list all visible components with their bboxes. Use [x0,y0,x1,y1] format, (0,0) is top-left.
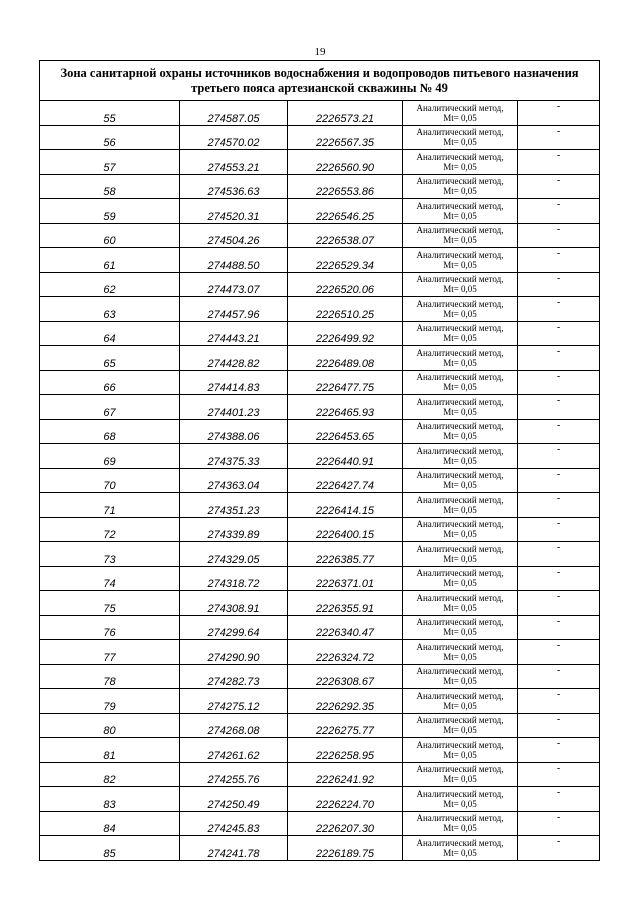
point-number: 81 [40,738,180,763]
method-label: Аналитический метод, [416,176,504,187]
note-cell: - [518,762,600,787]
note-cell: - [518,542,600,567]
note-cell: - [518,566,600,591]
y-coordinate: 2226510.25 [288,297,403,322]
x-coordinate: 274570.02 [180,125,288,150]
point-number: 73 [40,542,180,567]
y-coordinate: 2226499.92 [288,321,403,346]
x-coordinate: 274255.76 [180,762,288,787]
method-label: Аналитический метод, [416,764,504,775]
x-coordinate: 274275.12 [180,689,288,714]
method-cell [403,542,518,567]
y-coordinate: 2226427.74 [288,468,403,493]
heading-line-2: третьего пояса артезианской скважины № 49 [191,80,448,95]
y-coordinate: 2226553.86 [288,174,403,199]
point-number: 82 [40,762,180,787]
x-coordinate: 274308.91 [180,591,288,616]
table-row [40,836,600,861]
point-number: 83 [40,787,180,812]
method-label: Аналитический метод, [416,274,504,285]
y-coordinate: 2226189.75 [288,836,403,861]
point-number: 76 [40,615,180,640]
note-cell: - [518,150,600,175]
method-label: Аналитический метод, [416,690,504,701]
accuracy-label: Mt= 0,05 [443,357,477,368]
x-coordinate: 274457.96 [180,297,288,322]
accuracy-label: Mt= 0,05 [443,382,477,393]
table-row [40,615,600,640]
table-heading [40,61,600,101]
method-cell [403,248,518,273]
y-coordinate: 2226258.95 [288,738,403,763]
accuracy-label: Mt= 0,05 [443,480,477,491]
point-number: 65 [40,346,180,371]
y-coordinate: 2226440.91 [288,444,403,469]
method-label: Аналитический метод, [416,837,504,848]
method-cell [403,787,518,812]
method-label: Аналитический метод, [416,323,504,334]
x-coordinate: 274428.82 [180,346,288,371]
method-cell [403,174,518,199]
method-label: Аналитический метод, [416,641,504,652]
note-cell: - [518,811,600,836]
note-cell: - [518,517,600,542]
point-number: 57 [40,150,180,175]
x-coordinate: 274536.63 [180,174,288,199]
table-row [40,174,600,199]
note-cell: - [518,297,600,322]
note-cell: - [518,370,600,395]
coordinates-table [39,60,600,861]
accuracy-label: Mt= 0,05 [443,112,477,123]
point-number: 69 [40,444,180,469]
x-coordinate: 274329.05 [180,542,288,567]
x-coordinate: 274299.64 [180,615,288,640]
table-row [40,199,600,224]
note-cell: - [518,101,600,126]
method-label: Аналитический метод, [416,102,504,113]
method-cell [403,150,518,175]
table-row [40,517,600,542]
point-number: 74 [40,566,180,591]
method-cell [403,125,518,150]
x-coordinate: 274339.89 [180,517,288,542]
x-coordinate: 274488.50 [180,248,288,273]
table-row [40,689,600,714]
note-cell: - [518,395,600,420]
note-cell: - [518,468,600,493]
note-cell: - [518,419,600,444]
note-cell: - [518,174,600,199]
method-label: Аналитический метод, [416,396,504,407]
y-coordinate: 2226241.92 [288,762,403,787]
table-row [40,493,600,518]
method-label: Аналитический метод, [416,715,504,726]
y-coordinate: 2226308.67 [288,664,403,689]
note-cell: - [518,713,600,738]
point-number: 79 [40,689,180,714]
accuracy-label: Mt= 0,05 [443,308,477,319]
y-coordinate: 2226560.90 [288,150,403,175]
y-coordinate: 2226489.08 [288,346,403,371]
note-cell: - [518,787,600,812]
point-number: 59 [40,199,180,224]
point-number: 71 [40,493,180,518]
note-cell: - [518,689,600,714]
table-row [40,591,600,616]
accuracy-label: Mt= 0,05 [443,749,477,760]
x-coordinate: 274504.26 [180,223,288,248]
point-number: 77 [40,640,180,665]
method-cell [403,272,518,297]
accuracy-label: Mt= 0,05 [443,823,477,834]
method-label: Аналитический метод, [416,127,504,138]
method-label: Аналитический метод, [416,617,504,628]
x-coordinate: 274520.31 [180,199,288,224]
table-row [40,640,600,665]
table-row [40,101,600,126]
page-number: 19 [314,46,326,58]
x-coordinate: 274363.04 [180,468,288,493]
table-row [40,248,600,273]
y-coordinate: 2226385.77 [288,542,403,567]
accuracy-label: Mt= 0,05 [443,700,477,711]
accuracy-label: Mt= 0,05 [443,504,477,515]
method-cell [403,762,518,787]
method-cell [403,395,518,420]
note-cell: - [518,199,600,224]
table-row [40,125,600,150]
note-cell: - [518,346,600,371]
method-label: Аналитический метод, [416,494,504,505]
method-cell [403,517,518,542]
accuracy-label: Mt= 0,05 [443,553,477,564]
y-coordinate: 2226292.35 [288,689,403,714]
table-row [40,444,600,469]
x-coordinate: 274290.90 [180,640,288,665]
x-coordinate: 274351.23 [180,493,288,518]
x-coordinate: 274473.07 [180,272,288,297]
method-label: Аналитический метод, [416,666,504,677]
note-cell: - [518,321,600,346]
y-coordinate: 2226520.06 [288,272,403,297]
y-coordinate: 2226538.07 [288,223,403,248]
point-number: 64 [40,321,180,346]
y-coordinate: 2226529.34 [288,248,403,273]
accuracy-label: Mt= 0,05 [443,676,477,687]
method-cell [403,199,518,224]
note-cell: - [518,836,600,861]
accuracy-label: Mt= 0,05 [443,798,477,809]
note-cell: - [518,248,600,273]
method-cell [403,615,518,640]
table-row [40,272,600,297]
table-row [40,468,600,493]
table-row [40,370,600,395]
accuracy-label: Mt= 0,05 [443,235,477,246]
table-heading-row [40,61,600,101]
table-row [40,738,600,763]
table-row [40,787,600,812]
y-coordinate: 2226371.01 [288,566,403,591]
x-coordinate: 274282.73 [180,664,288,689]
point-number: 78 [40,664,180,689]
method-cell [403,713,518,738]
method-label: Аналитический метод, [416,519,504,530]
method-cell [403,836,518,861]
point-number: 85 [40,836,180,861]
accuracy-label: Mt= 0,05 [443,406,477,417]
x-coordinate: 274553.21 [180,150,288,175]
x-coordinate: 274587.05 [180,101,288,126]
x-coordinate: 274268.08 [180,713,288,738]
accuracy-label: Mt= 0,05 [443,725,477,736]
x-coordinate: 274443.21 [180,321,288,346]
point-number: 62 [40,272,180,297]
method-label: Аналитический метод, [416,421,504,432]
table-row [40,321,600,346]
note-cell: - [518,493,600,518]
accuracy-label: Mt= 0,05 [443,774,477,785]
method-label: Аналитический метод, [416,225,504,236]
accuracy-label: Mt= 0,05 [443,627,477,638]
y-coordinate: 2226465.93 [288,395,403,420]
point-number: 56 [40,125,180,150]
method-label: Аналитический метод, [416,788,504,799]
method-cell [403,566,518,591]
y-coordinate: 2226546.25 [288,199,403,224]
accuracy-label: Mt= 0,05 [443,847,477,858]
accuracy-label: Mt= 0,05 [443,431,477,442]
x-coordinate: 274250.49 [180,787,288,812]
x-coordinate: 274375.33 [180,444,288,469]
method-cell [403,689,518,714]
table-row [40,346,600,371]
method-label: Аналитический метод, [416,739,504,750]
accuracy-label: Mt= 0,05 [443,602,477,613]
method-label: Аналитический метод, [416,470,504,481]
note-cell: - [518,444,600,469]
method-cell [403,493,518,518]
x-coordinate: 274245.83 [180,811,288,836]
x-coordinate: 274388.06 [180,419,288,444]
point-number: 70 [40,468,180,493]
point-number: 72 [40,517,180,542]
y-coordinate: 2226324.72 [288,640,403,665]
accuracy-label: Mt= 0,05 [443,137,477,148]
method-cell [403,346,518,371]
point-number: 63 [40,297,180,322]
y-coordinate: 2226477.75 [288,370,403,395]
x-coordinate: 274414.83 [180,370,288,395]
accuracy-label: Mt= 0,05 [443,210,477,221]
table-row [40,223,600,248]
method-cell [403,101,518,126]
method-cell [403,297,518,322]
point-number: 66 [40,370,180,395]
method-label: Аналитический метод, [416,151,504,162]
point-number: 55 [40,101,180,126]
point-number: 58 [40,174,180,199]
note-cell: - [518,640,600,665]
y-coordinate: 2226340.47 [288,615,403,640]
point-number: 67 [40,395,180,420]
note-cell: - [518,223,600,248]
y-coordinate: 2226453.65 [288,419,403,444]
accuracy-label: Mt= 0,05 [443,578,477,589]
accuracy-label: Mt= 0,05 [443,333,477,344]
method-cell [403,468,518,493]
method-cell [403,664,518,689]
method-cell [403,738,518,763]
method-label: Аналитический метод, [416,568,504,579]
x-coordinate: 274401.23 [180,395,288,420]
accuracy-label: Mt= 0,05 [443,529,477,540]
table-row [40,664,600,689]
y-coordinate: 2226414.15 [288,493,403,518]
point-number: 84 [40,811,180,836]
table-row [40,762,600,787]
accuracy-label: Mt= 0,05 [443,259,477,270]
method-cell [403,444,518,469]
y-coordinate: 2226400.15 [288,517,403,542]
x-coordinate: 274261.62 [180,738,288,763]
table-row [40,150,600,175]
y-coordinate: 2226355.91 [288,591,403,616]
table-row [40,566,600,591]
table-row [40,419,600,444]
accuracy-label: Mt= 0,05 [443,651,477,662]
heading-line-1: Зона санитарной охраны источников водоснабжения и водопроводов питьевого назначения [60,65,579,80]
point-number: 68 [40,419,180,444]
note-cell: - [518,615,600,640]
y-coordinate: 2226275.77 [288,713,403,738]
note-cell: - [518,664,600,689]
table-row [40,542,600,567]
point-number: 80 [40,713,180,738]
method-label: Аналитический метод, [416,372,504,383]
method-cell [403,419,518,444]
x-coordinate: 274241.78 [180,836,288,861]
accuracy-label: Mt= 0,05 [443,284,477,295]
point-number: 75 [40,591,180,616]
y-coordinate: 2226224.70 [288,787,403,812]
method-cell [403,591,518,616]
method-label: Аналитический метод, [416,347,504,358]
point-number: 60 [40,223,180,248]
accuracy-label: Mt= 0,05 [443,161,477,172]
y-coordinate: 2226567.35 [288,125,403,150]
table-body [40,61,600,861]
table-row [40,395,600,420]
note-cell: - [518,738,600,763]
y-coordinate: 2226207.30 [288,811,403,836]
accuracy-label: Mt= 0,05 [443,455,477,466]
method-cell [403,321,518,346]
method-label: Аналитический метод, [416,249,504,260]
method-cell [403,223,518,248]
method-label: Аналитический метод, [416,298,504,309]
y-coordinate: 2226573.21 [288,101,403,126]
method-cell [403,370,518,395]
method-cell [403,811,518,836]
note-cell: - [518,125,600,150]
method-label: Аналитический метод, [416,813,504,824]
table-row [40,297,600,322]
x-coordinate: 274318.72 [180,566,288,591]
accuracy-label: Mt= 0,05 [443,186,477,197]
method-cell [403,640,518,665]
method-label: Аналитический метод, [416,592,504,603]
method-label: Аналитический метод, [416,200,504,211]
note-cell: - [518,272,600,297]
method-label: Аналитический метод, [416,445,504,456]
table-row [40,811,600,836]
point-number: 61 [40,248,180,273]
method-label: Аналитический метод, [416,543,504,554]
table-row [40,713,600,738]
note-cell: - [518,591,600,616]
